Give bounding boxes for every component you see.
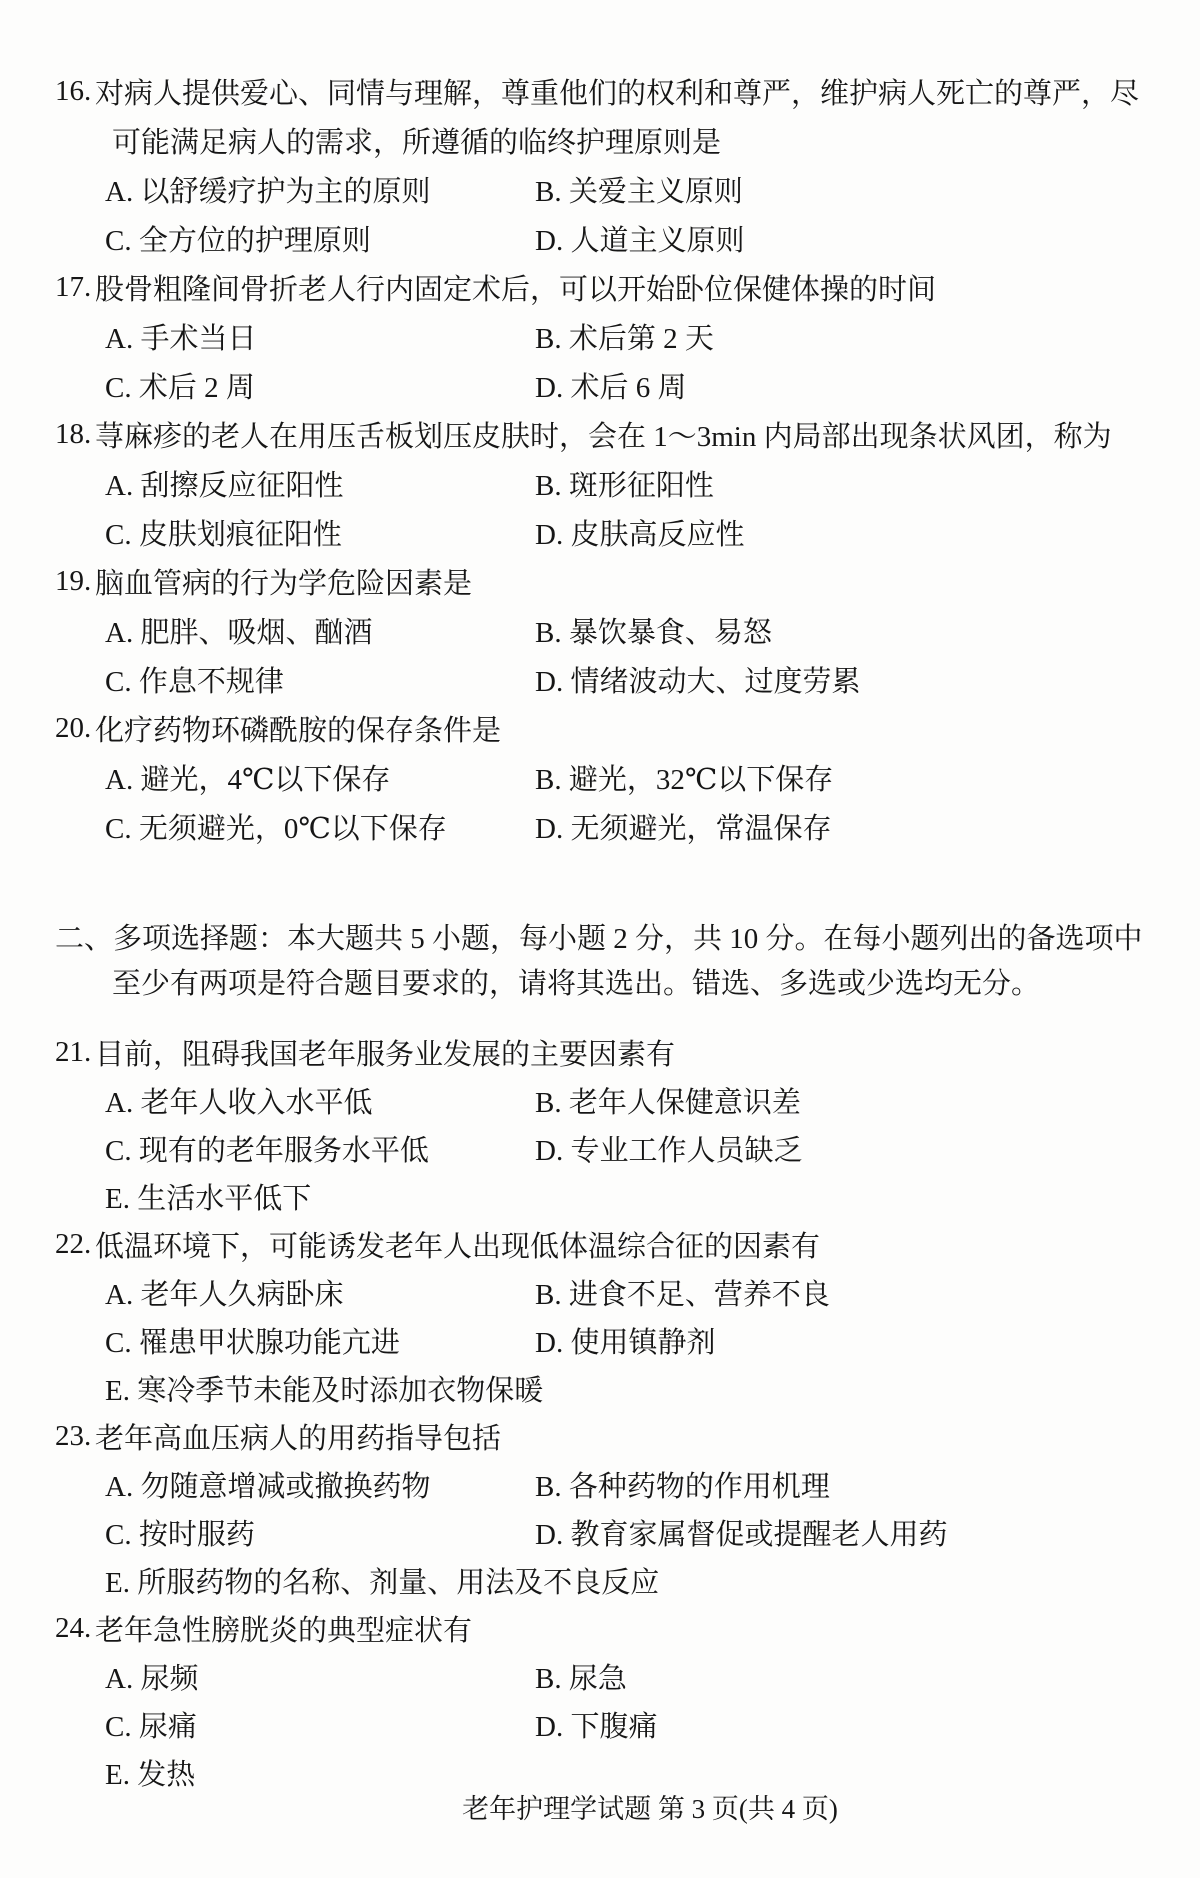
- question-stem-row: [0, 410, 1200, 459]
- option-c: C. 按时服药: [105, 1518, 255, 1551]
- option-c: C. 现有的老年服务水平低: [105, 1134, 429, 1167]
- question-number: 24.: [55, 1611, 92, 1644]
- option-e: E. 所服药物的名称、剂量、用法及不良反应: [105, 1566, 660, 1599]
- option-d: D. 使用镇静剂: [535, 1326, 716, 1359]
- option-row: [0, 1076, 1200, 1124]
- question-stem-row: [0, 263, 1200, 312]
- question-22: [0, 1220, 1200, 1412]
- option-d: D. 无须避光，常温保存: [535, 813, 832, 845]
- option-row: [0, 606, 1200, 655]
- option-b: B. 老年人保健意识差: [535, 1086, 801, 1119]
- question-stem-row: [0, 1028, 1200, 1076]
- question-stem-row: [0, 67, 1200, 116]
- question-number: 18.: [55, 418, 92, 450]
- question-stem: 老年急性膀胱炎的典型症状有: [95, 1614, 473, 1647]
- option-b: B. 进食不足、营养不良: [535, 1278, 830, 1311]
- option-c: C. 尿痛: [105, 1710, 197, 1743]
- page-footer: [0, 1782, 1200, 1831]
- question-stem-row: [0, 1604, 1200, 1652]
- option-d: D. 皮肤高反应性: [535, 519, 745, 551]
- question-number: 16.: [55, 75, 92, 107]
- option-row: [0, 753, 1200, 802]
- question-number: 19.: [55, 565, 92, 597]
- question-stem-row: [0, 1220, 1200, 1268]
- question-number: 23.: [55, 1419, 92, 1452]
- single-choice-questions: [0, 67, 1200, 851]
- question-stem: 脑血管病的行为学危险因素是: [95, 568, 473, 600]
- question-23: [0, 1412, 1200, 1604]
- multiple-choice-questions: [0, 1028, 1200, 1796]
- option-a: A. 肥胖、吸烟、酗酒: [105, 617, 373, 649]
- option-row: [0, 655, 1200, 704]
- option-a: A. 刮擦反应征阳性: [105, 470, 344, 502]
- section-2-instructions: 至少有两项是符合题目要求的，请将其选出。错选、多选或少选均无分。: [112, 968, 1041, 1000]
- question-stem-row: [0, 1412, 1200, 1460]
- option-b: B. 关爱主义原则: [535, 176, 743, 208]
- option-row: [0, 1124, 1200, 1172]
- option-e: E. 寒冷季节未能及时添加衣物保暖: [105, 1374, 544, 1407]
- option-row: [0, 1268, 1200, 1316]
- option-b: B. 尿急: [535, 1662, 627, 1695]
- question-stem: 目前，阻碍我国老年服务业发展的主要因素有: [95, 1038, 676, 1071]
- question-stem: 化疗药物环磷酰胺的保存条件是: [95, 715, 502, 747]
- option-b: B. 暴饮暴食、易怒: [535, 617, 772, 649]
- question-stem: 股骨粗隆间骨折老人行内固定术后，可以开始卧位保健体操的时间: [95, 274, 937, 306]
- question-stem: 对病人提供爱心、同情与理解，尊重他们的权利和尊严，维护病人死亡的尊严，尽: [95, 78, 1140, 110]
- question-24: [0, 1604, 1200, 1796]
- page-footer-text: 老年护理学试题 第 3 页(共 4 页): [462, 1794, 838, 1824]
- question-19: [0, 557, 1200, 704]
- option-row: [0, 1556, 1200, 1604]
- option-row: [0, 214, 1200, 263]
- option-c: C. 罹患甲状腺功能亢进: [105, 1326, 400, 1359]
- option-b: B. 术后第 2 天: [535, 323, 714, 355]
- option-c: C. 全方位的护理原则: [105, 225, 371, 257]
- option-a: A. 避光，4℃以下保存: [105, 764, 391, 796]
- option-c: C. 术后 2 周: [105, 372, 255, 404]
- question-21: [0, 1028, 1200, 1220]
- option-d: D. 教育家属督促或提醒老人用药: [535, 1518, 948, 1551]
- option-row: [0, 1460, 1200, 1508]
- option-row: [0, 459, 1200, 508]
- option-a: A. 勿随意增减或撤换药物: [105, 1470, 431, 1503]
- option-d: D. 术后 6 周: [535, 372, 687, 404]
- option-row: [0, 1652, 1200, 1700]
- question-number: 20.: [55, 712, 92, 744]
- question-stem: 老年高血压病人的用药指导包括: [95, 1422, 502, 1455]
- option-row: [0, 508, 1200, 557]
- section-2-title: 多项选择题：本大题共 5 小题，每小题 2 分，共 10 分。在每小题列出的备选项中: [113, 923, 1143, 955]
- question-stem-row: [0, 557, 1200, 606]
- question-number: 22.: [55, 1227, 92, 1260]
- option-e: E. 生活水平低下: [105, 1182, 312, 1215]
- question-17: [0, 263, 1200, 410]
- option-d: D. 情绪波动大、过度劳累: [535, 666, 861, 698]
- option-row: [0, 1364, 1200, 1412]
- question-number: 17.: [55, 271, 92, 303]
- option-row: [0, 1316, 1200, 1364]
- option-row: [0, 361, 1200, 410]
- option-row: [0, 312, 1200, 361]
- option-row: [0, 1172, 1200, 1220]
- option-row: [0, 1700, 1200, 1748]
- option-c: C. 作息不规律: [105, 666, 284, 698]
- question-stem-row: [0, 704, 1200, 753]
- option-a: A. 老年人收入水平低: [105, 1086, 373, 1119]
- option-a: A. 手术当日: [105, 323, 257, 355]
- option-b: B. 避光，32℃以下保存: [535, 764, 834, 796]
- option-d: D. 人道主义原则: [535, 225, 745, 257]
- option-row: [0, 802, 1200, 851]
- question-stem: 低温环境下，可能诱发老年人出现低体温综合征的因素有: [95, 1230, 821, 1263]
- option-b: B. 斑形征阳性: [535, 470, 714, 502]
- question-number: 21.: [55, 1035, 92, 1068]
- question-18: [0, 410, 1200, 557]
- option-c: C. 皮肤划痕征阳性: [105, 519, 342, 551]
- section-2-number: 二、: [55, 923, 114, 955]
- option-c: C. 无须避光，0℃以下保存: [105, 813, 447, 845]
- option-d: D. 专业工作人员缺乏: [535, 1134, 803, 1167]
- question-16: [0, 67, 1200, 263]
- option-row: [0, 1508, 1200, 1556]
- option-a: A. 老年人久病卧床: [105, 1278, 344, 1311]
- option-row: [0, 165, 1200, 214]
- section-2-header: [0, 914, 1200, 1004]
- option-d: D. 下腹痛: [535, 1710, 658, 1743]
- question-stem-continuation: 可能满足病人的需求，所遵循的临终护理原则是: [112, 127, 722, 159]
- option-e: E. 发热: [105, 1758, 196, 1791]
- question-stem: 荨麻疹的老人在用压舌板划压皮肤时，会在 1～3min 内局部出现条状风团，称为: [95, 421, 1112, 453]
- option-a: A. 以舒缓疗护为主的原则: [105, 176, 431, 208]
- option-b: B. 各种药物的作用机理: [535, 1470, 830, 1503]
- question-20: [0, 704, 1200, 851]
- option-a: A. 尿频: [105, 1662, 199, 1695]
- question-stem-row: [0, 116, 1200, 165]
